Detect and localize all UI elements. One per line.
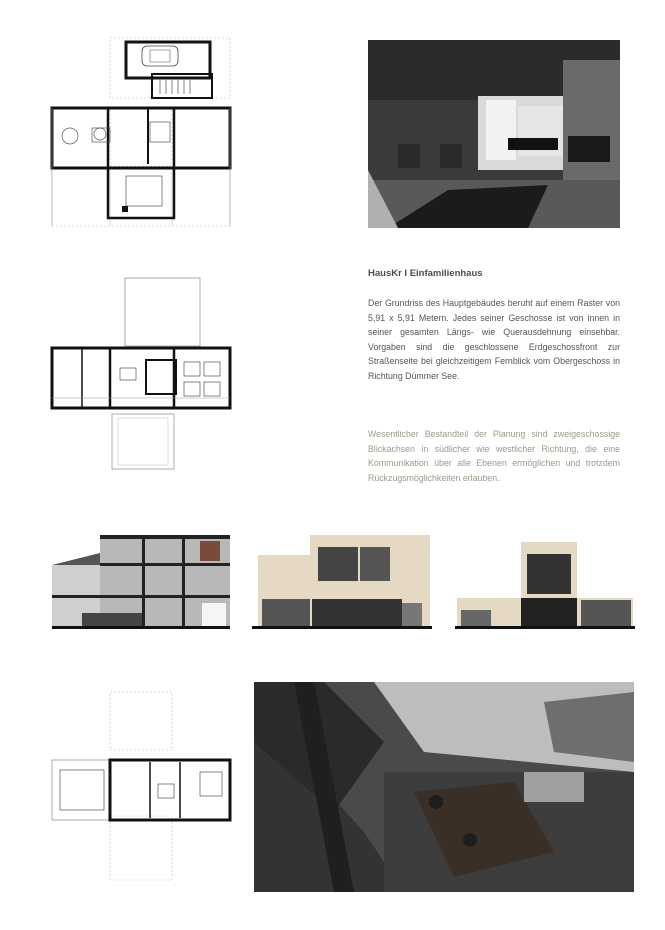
section-drawing-3 bbox=[455, 540, 635, 630]
description-paragraph-1: Der Grundriss des Hauptgebäudes beruht auf einem Raster von 5,91 x 5,91 Metern. Jedes seiner Geschosse ist von innen in seiner gesamten Längs- wie Querausdehnung einsehbar. Vorgaben sind die geschlossene Erdgeschossfront zur Straßenseite bei gleichzeitigem Fernblick vom Obergeschoss in Richtung Dümmer See. bbox=[368, 298, 620, 381]
floor-plan-ground bbox=[50, 36, 235, 231]
section-drawing-2 bbox=[252, 533, 432, 629]
floor-plan-top bbox=[50, 690, 235, 885]
description-paragraph-2: Wesentlicher Bestandteil der Planung sind zweigeschossige Blickachsen in südlicher wie westlicher Richtung, die eine Kommunikation über alle Ebenen ermöglichen und trotzdem Rückzugsmöglichkeiten erlauben. bbox=[368, 429, 620, 483]
interior-render-living bbox=[368, 40, 620, 228]
floor-plan-upper bbox=[50, 276, 235, 471]
interior-render-stair bbox=[254, 682, 634, 892]
section-drawing-1 bbox=[52, 533, 230, 629]
project-title: HausKr I Einfamilienhaus bbox=[368, 268, 483, 279]
